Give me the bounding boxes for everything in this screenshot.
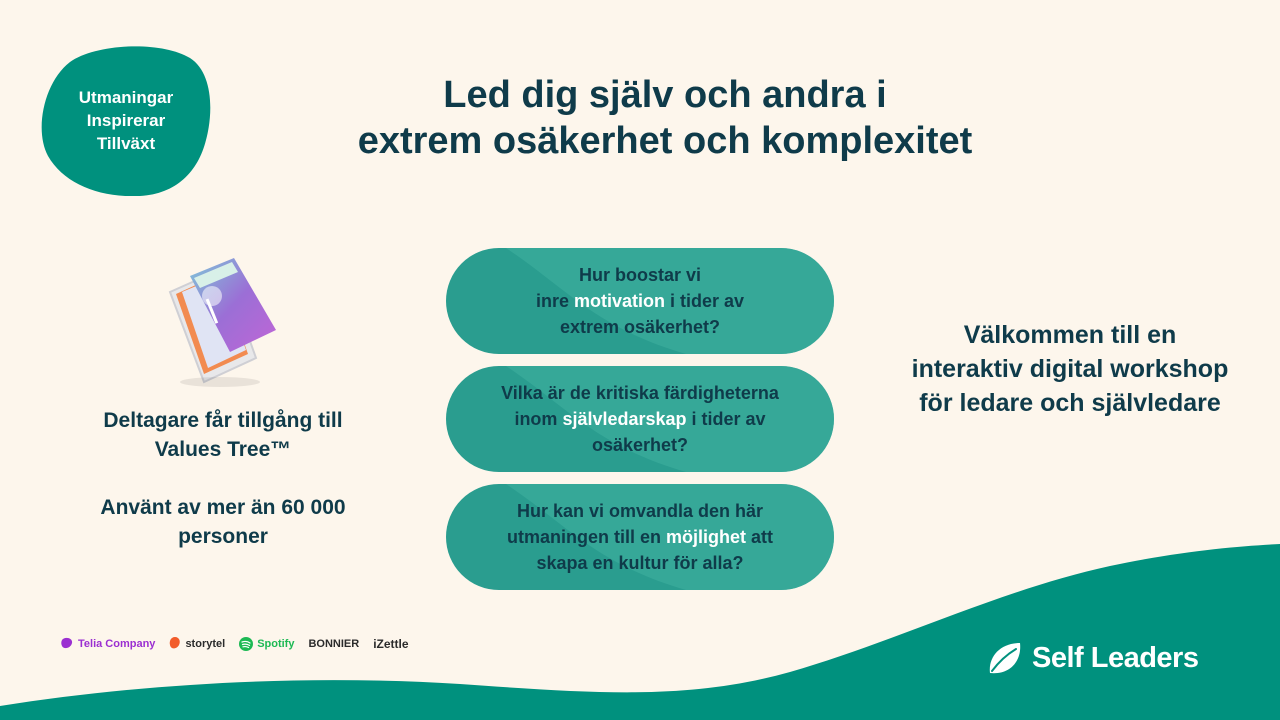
right-line-1: Välkommen till en (963, 321, 1177, 349)
badge-line-1: Utmaningar (78, 87, 174, 107)
telia-icon (60, 637, 74, 651)
self-leaders-leaf-icon (986, 639, 1024, 677)
question-3-highlight: möjlighet (666, 527, 746, 547)
participants-info (60, 406, 386, 551)
question-pill-1 (446, 248, 834, 354)
badge-blob (40, 44, 212, 196)
right-line-2: interaktiv digital workshop (911, 355, 1229, 383)
page-title (250, 72, 1080, 164)
storytel-icon (169, 637, 181, 651)
bonnier-logo: BONNIER (308, 638, 360, 650)
right-line-3: för ledare och självledare (919, 389, 1221, 417)
question-pill-2 (446, 366, 834, 472)
storytel-logo: storytel (169, 637, 225, 651)
question-2-line-2: inom självledarskap i tider av (514, 409, 766, 429)
question-3-line-2: utmaningen till en möjlighet att (506, 527, 773, 547)
title-line-2: extrem osäkerhet och komplexitet (357, 120, 973, 162)
question-1-line-1: Hur boostar vi (578, 265, 702, 285)
title-line-1: Led dig själv och andra i (443, 74, 887, 116)
question-1-line-2: inre motivation i tider av (535, 291, 745, 311)
question-3-line-1: Hur kan vi omvandla den här (516, 501, 764, 521)
izettle-logo: iZettle (373, 637, 409, 651)
left-line-2: Values Tree™ (154, 438, 292, 461)
client-logos (60, 630, 409, 658)
badge-line-2: Inspirerar (86, 110, 166, 130)
question-2-line-3: osäkerhet? (591, 435, 689, 455)
question-2-highlight: självledarskap (562, 409, 687, 429)
spotify-logo: Spotify (239, 637, 294, 651)
question-pill-3 (446, 484, 834, 590)
left-spacer (60, 464, 386, 493)
brand-name: Self Leaders (1032, 641, 1199, 674)
question-1-line-3: extrem osäkerhet? (559, 317, 721, 337)
telia-logo: Telia Company (60, 637, 155, 651)
badge-line-3: Tillväxt (96, 133, 156, 153)
self-leaders-brand (986, 636, 1198, 680)
left-line-1: Deltagare får tillgång till (103, 409, 343, 432)
question-1-highlight: motivation (573, 291, 665, 311)
left-line-3: Använt av mer än 60 000 (100, 496, 346, 519)
values-tree-phone-illustration (160, 250, 290, 390)
question-3-line-3: skapa en kultur för alla? (536, 553, 744, 573)
spotify-icon (239, 637, 253, 651)
workshop-welcome (880, 318, 1260, 420)
left-line-4: personer (178, 525, 268, 548)
question-2-line-1: Vilka är de kritiska färdigheterna (501, 383, 779, 403)
